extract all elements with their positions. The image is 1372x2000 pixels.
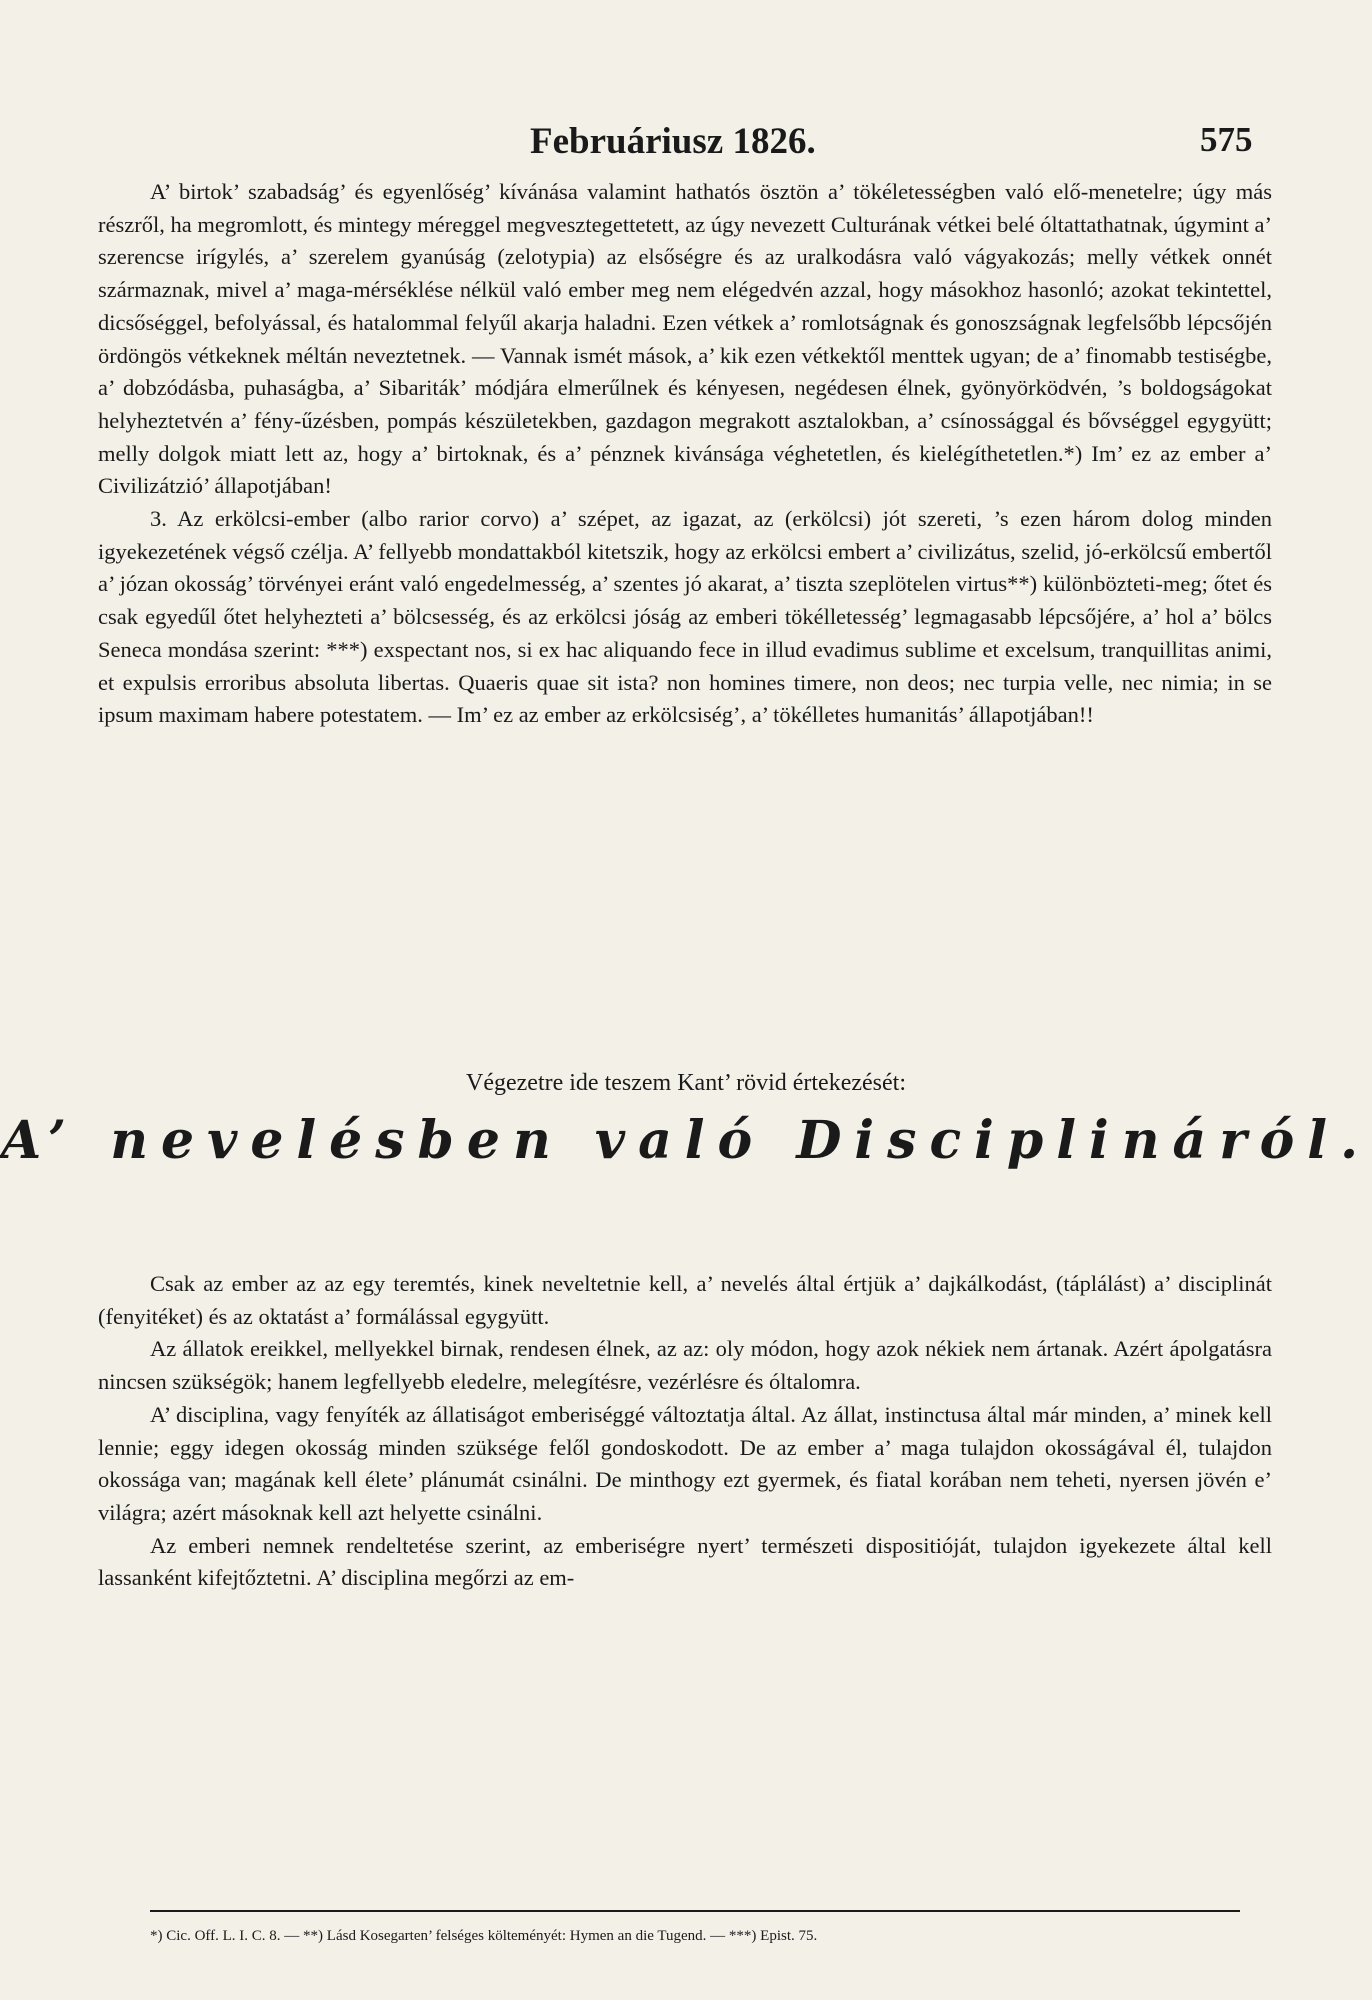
body-text-top bbox=[98, 176, 1272, 732]
section-title: A’ nevelésben való Disciplináról. bbox=[0, 1110, 1372, 1171]
paragraph: Az állatok ereikkel, mellyekkel birnak, rendesen élnek, az az: oly módon, hogy azok nékiek nem ártanak. Azért ápolgatásra nincsen szükségök; hanem legfellyebb eledelre, melegítésre, vezérlésre és óltalomra. bbox=[98, 1336, 1272, 1395]
page-number: 575 bbox=[1200, 120, 1253, 159]
footnote: *) Cic. Off. L. I. C. 8. — **) Lásd Kosegarten’ felséges költeményét: Hymen an die Tugend. — ***) Epist. 75. bbox=[150, 1928, 818, 1944]
paragraph: A’ disciplina, vagy fenyíték az állatiságot emberiséggé változtatja által. Az állat, instinctusa által már minden, a’ minek kell lennie; eggy idegen okosság minden szüksége felől gondoskodott. De az ember a’ maga tulajdon okosságával él, tulajdon okossága van; magának kell élete’ plánumát csinálni. De minthogy ezt gyermek, és fiatal korában nem teheti, nyersen jövén e’ világra; azért másoknak kell azt helyette csinálni. bbox=[98, 1401, 1272, 1525]
paragraph: 3. Az erkölcsi-ember (albo rarior corvo) a’ szépet, az igazat, az (erkölcsi) jót szereti, ’s ezen három dolog minden igyekezetének végső czélja. A’ fellyebb mondattakból kitetszik, hogy az erkölcsi embert a’ civilizátus, szelid, jó-erkölcsű embertől a’ józan okosság’ törvényei eránt való engedelmesség, a’ szentes jó akarat, a’ tiszta szeplötelen virtus**) különbözteti-meg; őtet és csak egyedűl őtet helyhezteti a’ bölcsesség, és az erkölcsi jóság az emberi tökélletesség’ legmagasabb lépcsőjére, a’ hol a’ bölcs Seneca mondása szerint: ***) exspectant nos, si ex hac aliquando fece in illud evadimus sublime et excelsum, tranquillitas animi, et expulsis erroribus absoluta libertas. Quaeris quae sit ista? non homines timere, non deos; nec turpia velle, nec nimia; in se ipsum maximam habere potestatem. — Im’ ez az ember az erkölcsiség’, a’ tökélletes humanitás’ állapotjában!! bbox=[98, 506, 1272, 728]
body-text-bottom bbox=[98, 1268, 1272, 1595]
running-head bbox=[0, 120, 1372, 170]
footnote-rule bbox=[150, 1910, 1240, 1912]
paragraph: Csak az ember az az egy teremtés, kinek neveltetnie kell, a’ nevelés által értjük a’ dajkálkodást, (táplálást) a’ disciplinát (fenyitéket) és az oktatást a’ formálással egygyütt. bbox=[98, 1271, 1272, 1329]
paragraph: A’ birtok’ szabadság’ és egyenlőség’ kívánása valamint hathatós ösztön a’ tökéletességben való elő-menetelre; úgy más részről, ha megromlott, és mintegy méreggel megvesztegettetett, az úgy nevezett Culturának vétkei belé óltattathatnak, úgymint a’ szerencse irígylés, a’ szerelem gyanúság (zelotypia) az elsőségre és az uralkodásra való vágyakozás; melly vétkek onnét származnak, mivel a’ maga-mérséklése nélkül való ember meg nem elégedvén azzal, hogy másokhoz hasonló; azokat tekintettel, dicsőséggel, befolyással, és hatalommal felyűl akarja haladni. Ezen vétkek a’ romlotságnak és gonoszságnak legfelsőbb lépcsőjén ördöngös vétkeknek méltán neveztetnek. — Vannak ismét mások, a’ kik ezen vétkektől menttek ugyan; de a’ finomabb testiségbe, a’ dobzódásba, puhaságba, a’ Sibariták’ módjára elmerűlnek és kényesen, negédesen élnek, gyönyörködvén, ’s boldogságokat helyheztetvén a’ fény-űzésben, pompás készületekben, gazdagon megrakott asztalokban, a’ csínossággal és bővséggel egygyütt; melly dolgok miatt lett az, hogy a’ birtoknak, és a’ pénznek kivánsága véghetetlen, és kielégíthetetlen.*) Im’ ez az ember a’ Civilizátzió’ állapotjában! bbox=[98, 179, 1272, 499]
paragraph: Az emberi nemnek rendeltetése szerint, az emberiségre nyert’ természeti dispositióját, tulajdon igyekezete által kell lassanként kifejtőztetni. A’ disciplina megőrzi az em- bbox=[98, 1532, 1272, 1591]
intro-line: Végezetre ide teszem Kant’ rövid értekezését: bbox=[466, 1070, 906, 1096]
page-title: Februáriusz 1826. bbox=[530, 121, 816, 162]
